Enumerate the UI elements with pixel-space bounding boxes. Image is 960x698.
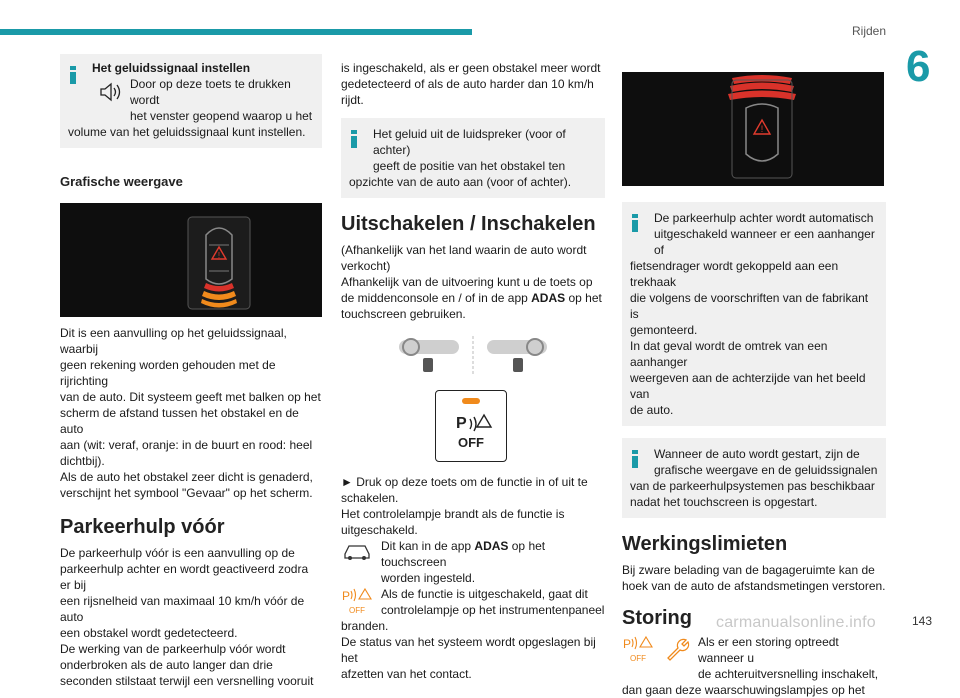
note-line: weergeven aan de achterzijde van het beeld van — [630, 371, 866, 401]
paragraph-grafisch — [60, 325, 322, 501]
info-icon — [351, 130, 357, 148]
text-line: De status van het systeem wordt opgeslagen bij het — [341, 635, 596, 665]
text-line: de achteruitversnelling inschakelt, — [698, 667, 879, 681]
text-line: (Afhankelijk van het land waarin de auto wordt — [341, 243, 587, 257]
speaker-icon — [98, 80, 124, 104]
text-line: de middenconsole en / of in de app ADAS op het — [341, 291, 602, 305]
info-note-speaker — [341, 118, 605, 198]
text-line: Afhankelijk van de uitvoering kunt u de toets op — [341, 275, 593, 289]
note-line: grafische weergave en de geluidssignalen — [654, 463, 878, 477]
watermark: carmanualsonline.info — [716, 614, 876, 631]
note-line: De parkeerhulp achter wordt automatisch — [654, 211, 874, 225]
text-line: Als de functie is uitgeschakeld, gaat dit — [381, 587, 588, 601]
text-line: schakelen. — [341, 491, 399, 505]
note-line: nadat het touchscreen is opgestart. — [630, 495, 818, 509]
note-line: van de parkeerhulpsystemen pas beschikbaar — [630, 479, 875, 493]
text-line: scherm de afstand tussen het obstakel en de auto — [60, 406, 299, 436]
text-line: worden ingesteld. — [381, 571, 476, 585]
info-note-sound-setting — [60, 54, 322, 148]
text-line: afzetten van het contact. — [341, 667, 472, 681]
text-line: van de auto. Dit systeem geeft met balken op het — [60, 390, 321, 404]
paragraph-status — [341, 634, 605, 682]
text-line: uitgeschakeld. — [341, 523, 418, 537]
svg-text:P: P — [623, 637, 632, 651]
text-line: hoek van de auto de afstandsmetingen verstoren. — [622, 579, 886, 593]
text-line: controlelampje op het instrumentenpaneel — [381, 603, 605, 617]
text-line: een rijsnelheid van maximaal 10 km/h vóór de auto — [60, 594, 305, 624]
text-line: verkocht) — [341, 259, 391, 273]
text-line: Als de auto het obstakel zeer dicht is genaderd, — [60, 470, 313, 484]
paragraph-toets — [341, 474, 605, 538]
info-icon — [632, 450, 638, 468]
park-assist-off-lamp-icon — [622, 634, 656, 664]
note-line: gemonteerd. — [630, 323, 698, 337]
note-line: geeft de positie van het obstakel ten — [373, 159, 566, 173]
paragraph-werkingslimieten — [622, 562, 886, 594]
info-icon — [632, 214, 638, 232]
svg-text:P: P — [342, 589, 351, 603]
info-note-trailer — [622, 202, 886, 426]
storing-row — [622, 634, 886, 698]
text-line: parkeerhulp achter en wordt geactiveerd zodra er bij — [60, 562, 309, 592]
text-line: seconden stilstaat terwijl een versnelling vooruit — [60, 674, 314, 688]
svg-text:OFF: OFF — [630, 654, 646, 663]
text-line: Het controlelampje brandt als de functie is — [341, 507, 565, 521]
note-line: opzichte van de auto aan (voor of achter). — [349, 175, 572, 189]
paragraph-uitschakelen — [341, 242, 605, 322]
wrench-icon — [662, 634, 692, 664]
text-line: een obstakel wordt gedetecteerd. — [60, 626, 238, 640]
note-title: Het geluidssignaal instellen — [92, 61, 251, 75]
text-line: verschijnt het symbool "Gevaar" op het scherm. — [60, 486, 313, 500]
park-assist-off-lamp-icon — [341, 586, 375, 616]
text-line: aan (wit: veraf, oranje: in de buurt en rood: heel — [60, 438, 313, 452]
text-line: gedetecteerd of als de auto harder dan 10 km/h rijdt. — [341, 77, 594, 107]
parking-graphic-figure — [60, 203, 322, 317]
heading-storing: Storing — [622, 607, 692, 629]
column-2 — [341, 54, 605, 682]
console-illustration — [341, 334, 605, 380]
text-line: Dit is een aanvulling op het geluidssignaal, waarbij — [60, 326, 287, 356]
text-line: De parkeerhulp vóór is een aanvulling op de — [60, 546, 295, 560]
text-line: onderbroken als de auto langer dan drie — [60, 658, 273, 672]
text-line: geen rekening worden gehouden met de rijrichting — [60, 358, 276, 388]
text-line: touchscreen gebruiken. — [341, 307, 466, 321]
svg-text:OFF: OFF — [349, 606, 365, 615]
note-line: de auto. — [630, 403, 674, 417]
parking-sensor-icon — [454, 411, 494, 433]
rear-parking-graphic-figure — [622, 72, 884, 186]
column-1 — [60, 54, 322, 689]
note-line: In dat geval wordt de omtrek van een aanhanger — [630, 339, 828, 369]
car-sensor-icon — [341, 540, 373, 564]
paragraph-parkeerhulp — [60, 545, 322, 689]
text-line: dichtbij). — [60, 454, 105, 468]
text-line: is ingeschakeld, als er geen obstakel meer wordt — [341, 61, 601, 75]
text-line: Bij zware belading van de bagageruimte kan de — [622, 563, 875, 577]
note-line: fietsendrager wordt gekoppeld aan een trekhaak — [630, 259, 839, 289]
note-line: het venster geopend waarop u het — [130, 109, 313, 123]
text-line: ► Druk op deze toets om de functie in of uit te — [341, 475, 588, 489]
note-line: Wanneer de auto wordt gestart, zijn de — [654, 447, 860, 461]
heading-werkingslimieten: Werkingslimieten — [622, 533, 788, 555]
svg-text:!: ! — [217, 251, 221, 260]
warning-led — [462, 398, 480, 404]
chapter-number: 6 — [906, 42, 931, 91]
heading-grafische-weergave: Grafische weergave — [60, 174, 183, 189]
text-line: branden. — [341, 619, 389, 633]
text-line: Dit kan in de app ADAS op het touchscreen — [381, 539, 546, 569]
note-line: die volgens de voorschriften van de fabrikant is — [630, 291, 869, 321]
note-line: uitgeschakeld wanneer er een aanhanger of — [654, 227, 875, 257]
park-assist-off-button[interactable] — [435, 390, 507, 462]
top-accent-bar — [0, 29, 472, 35]
paragraph-continued — [341, 60, 605, 108]
info-note-startup — [622, 438, 886, 518]
app-name: ADAS — [531, 291, 566, 305]
text-line: Als er een storing optreedt wanneer u — [698, 635, 839, 665]
text-line: dan gaan deze waarschuwingslampjes op het — [622, 683, 865, 697]
section-title: Rijden — [852, 24, 887, 38]
adas-app-row — [341, 538, 605, 586]
warning-lamp-row — [341, 586, 605, 634]
button-label: OFF — [458, 435, 484, 450]
note-line: Door op deze toets te drukken wordt — [130, 77, 291, 107]
note-line: volume van het geluidssignaal kunt instellen. — [68, 125, 306, 139]
note-line: Het geluid uit de luidspreker (voor of achter) — [373, 127, 566, 157]
heading-parkeerhulp-voor: Parkeerhulp vóór — [60, 516, 225, 538]
svg-text:!: ! — [760, 124, 764, 134]
column-3 — [622, 54, 886, 698]
svg-text:P: P — [456, 415, 467, 432]
heading-uitschakelen: Uitschakelen / Inschakelen — [341, 213, 596, 235]
page-number: 143 — [912, 614, 933, 628]
text-line: De werking van de parkeerhulp vóór wordt — [60, 642, 286, 656]
